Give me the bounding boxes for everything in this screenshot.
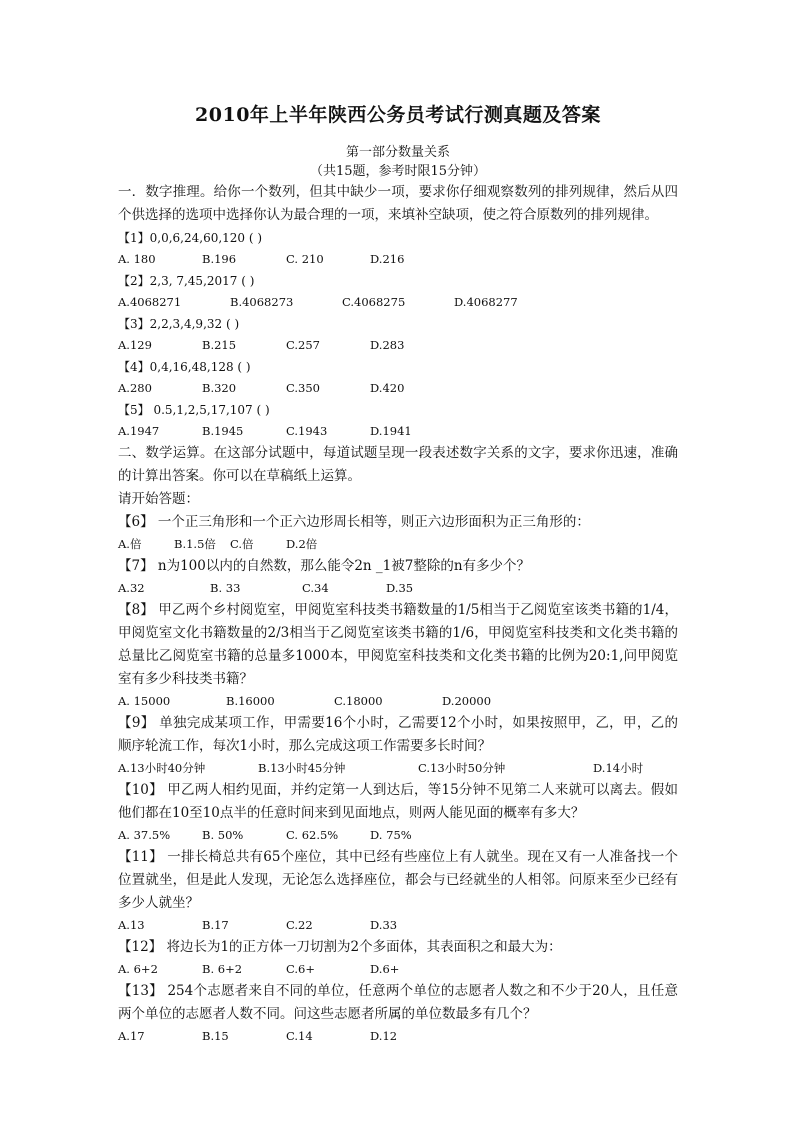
question-7-options: [118, 578, 678, 599]
question-13-options: [118, 1026, 678, 1047]
question-8-options: [118, 691, 678, 712]
option-a: A.1947: [118, 424, 160, 438]
option-b: B.4068273: [230, 295, 294, 309]
option-b: B. 33: [210, 581, 241, 595]
option-c: C.34: [302, 581, 329, 595]
option-b: B.320: [202, 381, 237, 395]
option-a: A.4068271: [118, 295, 182, 309]
option-b: B.16000: [226, 694, 275, 708]
option-a: A. 6+2: [118, 962, 158, 976]
option-d: D.2倍: [286, 537, 318, 551]
option-d: D.14小时: [593, 761, 644, 775]
option-a: A.129: [118, 338, 152, 352]
option-c: C.6+: [286, 962, 315, 976]
question-4-stem: 【4】0,4,16,48,128 ( ): [118, 360, 251, 374]
option-c: C.4068275: [342, 295, 406, 309]
option-d: D.33: [370, 918, 398, 932]
question-9-options: [118, 758, 678, 779]
option-b: B.196: [202, 252, 237, 266]
option-c: C. 62.5%: [286, 828, 339, 842]
option-c: C.14: [286, 1029, 313, 1043]
part-title: 第一部分数量关系: [345, 145, 450, 160]
option-b: B.17: [202, 918, 229, 932]
question-6-stem: 【6】 一个正三角形和一个正六边形周长相等，则正六边形面积为正三角形的：: [118, 514, 590, 530]
option-c: C.1943: [286, 424, 328, 438]
option-c: C.倍: [230, 537, 254, 551]
option-d: D.216: [370, 252, 405, 266]
question-10-stem: 【10】 甲乙两人相约见面，并约定第一人到达后，等15分钟不见第二人来就可以离去。假如他们都在10至10点半的任意时间来到见面地点，则两人能见面的概率有多大？: [118, 782, 678, 821]
question-10-options: [118, 825, 678, 846]
option-a: A.13: [118, 918, 145, 932]
option-d: D.420: [370, 381, 405, 395]
question-11-options: [118, 915, 678, 936]
document-title: 2010年上半年陕西公务员考试行测真题及答案: [195, 104, 601, 126]
section2-intro: 二、数学运算。在这部分试题中，每道试题呈现一段表述数字关系的文字，要求你迅速，准确的计算出答案。你可以在草稿纸上运算。: [118, 445, 678, 484]
option-c: C.22: [286, 918, 313, 932]
option-d: D.12: [370, 1029, 398, 1043]
option-c: C.13小时50分钟: [418, 761, 506, 775]
question-1-stem: 【1】0,0,6,24,60,120 ( ): [118, 231, 263, 245]
option-d: D.283: [370, 338, 405, 352]
option-d: D. 75%: [370, 828, 412, 842]
option-a: A. 37.5%: [118, 828, 171, 842]
option-a: A. 180: [118, 252, 156, 266]
option-a: A. 15000: [118, 694, 171, 708]
question-7-stem: 【7】 n为100以内的自然数，那么能令2n _1被7整除的n有多少个？: [118, 558, 531, 574]
option-d: D.35: [386, 581, 414, 595]
option-c: C.350: [286, 381, 320, 395]
question-2-options: [118, 292, 678, 313]
question-3-options: [118, 335, 678, 356]
option-c: C.257: [286, 338, 320, 352]
question-6-options: [118, 534, 678, 555]
option-b: B.215: [202, 338, 237, 352]
option-a: A.17: [118, 1029, 145, 1043]
option-c: C. 210: [286, 252, 324, 266]
option-b: B.13小时45分钟: [258, 761, 346, 775]
option-a: A.32: [118, 581, 145, 595]
option-a: A.13小时40分钟: [118, 761, 206, 775]
option-b: B. 50%: [202, 828, 244, 842]
option-c: C.18000: [334, 694, 383, 708]
question-5-options: [118, 421, 678, 442]
question-5-stem: 【5】 0.5,1,2,5,17,107 ( ): [118, 403, 270, 417]
option-a: A.280: [118, 381, 152, 395]
option-d: D.4068277: [454, 295, 518, 309]
option-d: D.1941: [370, 424, 412, 438]
question-12-stem: 【12】 将边长为1的正方体一刀切割为2个多面体，其表面积之和最大为：: [118, 939, 562, 955]
option-b: B. 6+2: [202, 962, 243, 976]
question-13-stem: 【13】 254个志愿者来自不同的单位，任意两个单位的志愿者人数之和不少于20人，且任意两个单位的志愿者人数不同。问这些志愿者所属的单位数最多有几个？: [118, 983, 678, 1022]
question-12-options: [118, 959, 678, 980]
question-11-stem: 【11】 一排长椅总共有65个座位，其中已经有些座位上有人就坐。现在又有一人准备找一个位置就坐，但是此人发现，无论怎么选择座位，都会与已经就坐的人相邻。问原来至少已经有多少人就坐？: [118, 849, 678, 911]
question-9-stem: 【9】 单独完成某项工作，甲需要16个小时，乙需要12个小时，如果按照甲，乙，甲，乙的顺序轮流工作，每次1小时，那么完成这项工作需要多长时间？: [118, 715, 678, 754]
part-note: （共15题，参考时限15分钟）: [309, 164, 487, 179]
section1-intro: 一．数字推理。给你一个数列，但其中缺少一项，要求你仔细观察数列的排列规律，然后从四个供选择的选项中选择你认为最合理的一项，来填补空缺项，使之符合原数列的排列规律。: [118, 184, 678, 223]
option-b: B.1945: [202, 424, 244, 438]
question-8-stem: 【8】 甲乙两个乡村阅览室，甲阅览室科技类书籍数量的1/5相当于乙阅览室该类书籍的1/4，甲阅览室文化书籍数量的2/3相当于乙阅览室该类书籍的1/6，甲阅览室科技类和文化类书籍的总量比乙阅览室书籍的总量多1000本，甲阅览室科技类和文化类书籍的比例为20:1,问甲阅览室有多少科技类书籍？: [118, 602, 678, 687]
option-b: B.15: [202, 1029, 229, 1043]
option-b: B.1.5倍: [174, 537, 216, 551]
option-d: D.6+: [370, 962, 400, 976]
start-label: 请开始答题：: [118, 491, 199, 507]
option-a: A.倍: [118, 537, 142, 551]
document-page: [118, 100, 678, 1047]
question-4-options: [118, 378, 678, 399]
option-d: D.20000: [442, 694, 492, 708]
question-3-stem: 【3】2,2,3,4,9,32 ( ): [118, 317, 240, 331]
question-1-options: [118, 249, 678, 270]
question-2-stem: 【2】2,3, 7,45,2017 ( ): [118, 274, 255, 288]
